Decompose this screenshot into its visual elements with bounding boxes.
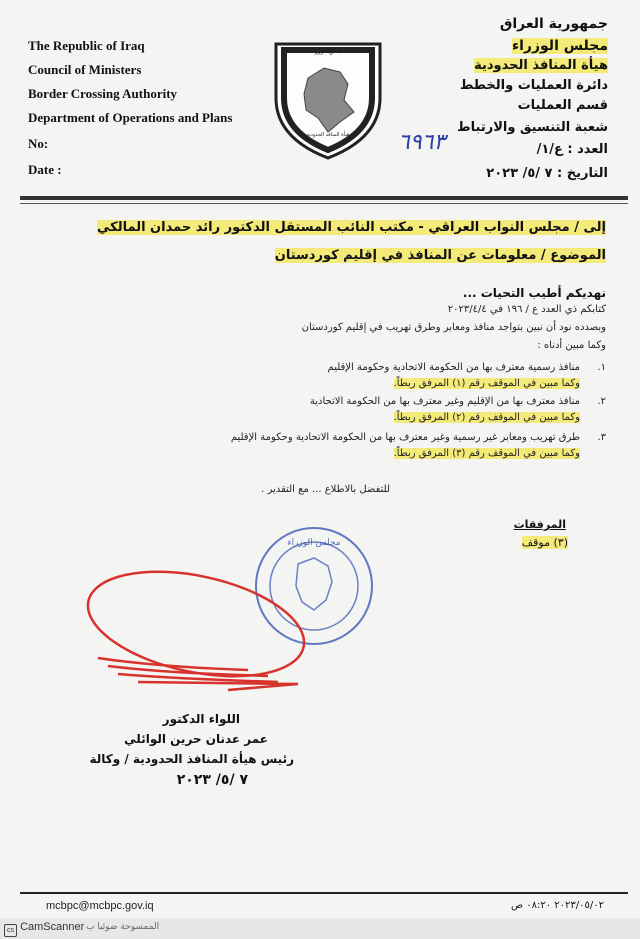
handwritten-number: ٦٩٦٣ [398, 130, 446, 155]
logo-top-text: مجلس الوزراء [310, 48, 346, 55]
signatory-rank: اللواء الدكتور [162, 712, 240, 726]
item-2-sub-text: وكما مبين في الموقف رقم (٢) المرفق ربطاً. [393, 412, 580, 423]
greeting: نهديكم أطيب التحيات ... [462, 286, 606, 300]
item-3-num: ٣. [597, 432, 606, 443]
stamp-ring-text: مجلس الوزراء [287, 538, 341, 548]
attachments-item-text: (٣) موقف [521, 536, 568, 549]
scanner-watermark-bar [0, 918, 640, 939]
header-en-department: Department of Operations and Plans [28, 110, 233, 125]
header-ar-council: مجلس الوزراء [511, 38, 608, 54]
signature-date: ٧ /٥/ ٢٠٢٣ [176, 772, 248, 788]
header-en-republic: The Republic of Iraq [28, 38, 145, 53]
logo-bottom-text: هيأة المنافذ الحدودية [306, 132, 350, 138]
attachments-item [522, 536, 568, 549]
intro-line: وبصدده نود أن نبين بتواجد منافذ ومعابر وطرق تهريب في إقليم كوردستان [301, 322, 606, 333]
attachments-label: المرفقات [513, 518, 566, 531]
item-2-text: منافذ معترف بها من الإقليم وغير معترف بها من الحكومة الاتحادية [309, 396, 580, 407]
reference-line: كتابكم ذي العدد ع / ١٩٦ في ٢٠٢٣/٤/٤ [447, 304, 606, 315]
header-ar-authority: هيأة المنافذ الحدودية [474, 58, 608, 73]
signatory-title: رئيس هيأة المنافذ الحدودية / وكالة [89, 752, 294, 766]
subject-text: الموضوع / معلومات عن المنافذ في إقليم كوردستان [274, 248, 606, 263]
camscanner-logo-icon: cs [4, 924, 17, 937]
footer-email[interactable]: mcbpc@mcbpc.gov.iq [46, 900, 154, 912]
camscanner-name: CamScanner [20, 921, 85, 933]
item-1-sub [394, 378, 580, 389]
signatory-name: عمر عدنان حرين الوائلي [124, 732, 268, 746]
intro-line-2: وكما مبين أدناه : [537, 340, 606, 351]
footer-line [20, 892, 628, 894]
header-separator-thin [20, 203, 628, 204]
signature-scribble [78, 566, 378, 706]
item-3-sub [394, 448, 580, 459]
header-ar-republic: جمهورية العراق [499, 16, 608, 32]
item-1-sub-text: وكما مبين في الموقف رقم (١) المرفق ربطاً. [393, 378, 580, 389]
footer-timestamp: ٢٠٢٣/٠٥/٠٢ ٠٨:٢٠ ص [510, 900, 604, 911]
closing-line: للتفضل بالاطلاع ... مع التقدير . [261, 484, 390, 495]
header-ar-section: قسم العمليات [517, 98, 608, 113]
camscanner-note: الممسوحة ضوئيا ب [86, 922, 160, 932]
item-2-num: ٢. [597, 396, 606, 407]
item-1-text: منافذ رسمية معترف بها من الحكومة الاتحادية وحكومة الإقليم [327, 362, 580, 373]
item-3-text: طرق تهريب ومعابر غير رسمية وغير معترف بها من الحكومة الاتحادية وحكومة الإقليم [230, 432, 580, 443]
subject-line [275, 248, 606, 263]
header-separator [20, 196, 628, 200]
item-2-sub [394, 412, 580, 423]
addressee-line: إلى / مجلس النواب العراقي - مكتب النائب المستقل الدكتور رائد حمدان المالكي [97, 220, 606, 235]
header-ar-department: دائرة العمليات والخطط [459, 78, 608, 93]
header-en-authority: Border Crossing Authority [28, 86, 178, 101]
header-en-council: Council of Ministers [28, 62, 142, 77]
camscanner-label [4, 921, 84, 937]
header-ar-number: العدد : ع/١/ [536, 142, 608, 157]
header-ar-branch: شعبة التنسيق والارتباط [457, 120, 608, 135]
authority-logo [270, 38, 386, 162]
header-en-date: Date : [28, 162, 62, 177]
header-ar-date: التاريخ : ٧ /٥/ ٢٠٢٣ [486, 166, 608, 181]
item-3-sub-text: وكما مبين في الموقف رقم (٣) المرفق ربطاً. [393, 448, 580, 459]
header-en-no: No: [28, 136, 49, 151]
item-1-num: ١. [597, 362, 606, 373]
shield-logo-icon [270, 38, 386, 162]
